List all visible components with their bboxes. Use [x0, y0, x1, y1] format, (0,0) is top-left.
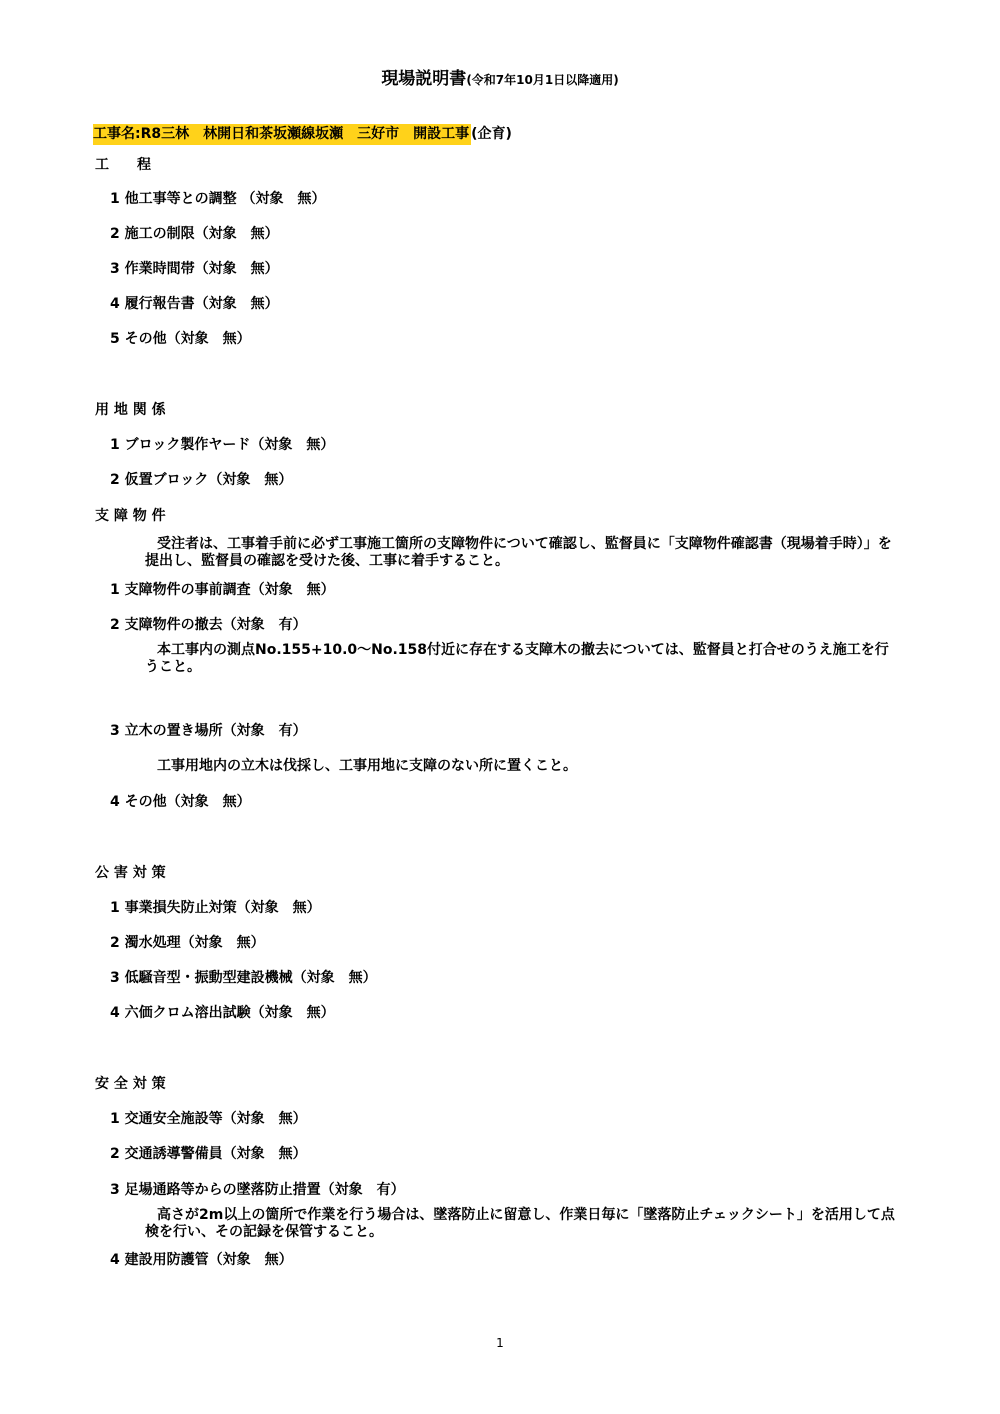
- list-item: 1 ブロック製作ヤード（対象 無）: [110, 437, 335, 453]
- list-item: 2 交通誘導警備員（対象 無）: [110, 1146, 307, 1162]
- list-item: 3 足場通路等からの墜落防止措置（対象 有）: [110, 1182, 405, 1198]
- shishou-note-3: 工事用地内の立木は伐採し、工事用地に支障のない所に置くこと。: [157, 758, 577, 774]
- section-heading-youchi: 用 地 関 係: [95, 402, 166, 418]
- list-item: 1 事業損失防止対策（対象 無）: [110, 900, 321, 916]
- list-item: 4 六価クロム溶出試験（対象 無）: [110, 1005, 335, 1021]
- title-sub: (令和7年10月1日以降適用): [466, 73, 619, 87]
- project-name: [93, 126, 512, 142]
- list-item: 3 立木の置き場所（対象 有）: [110, 723, 307, 739]
- list-item: 2 施工の制限（対象 無）: [110, 226, 279, 242]
- list-item: 3 低騒音型・振動型建設機械（対象 無）: [110, 970, 377, 986]
- list-item: 1 他工事等との調整 （対象 無）: [110, 191, 326, 207]
- section-heading-anzen: 安 全 対 策: [95, 1076, 166, 1092]
- section-heading-shishou: 支 障 物 件: [95, 508, 166, 524]
- list-item: 3 作業時間帯（対象 無）: [110, 261, 279, 277]
- list-item: 1 支障物件の事前調査（対象 無）: [110, 582, 335, 598]
- list-item: 4 履行報告書（対象 無）: [110, 296, 279, 312]
- list-item: 4 その他（対象 無）: [110, 794, 251, 810]
- anzen-note-3: 高さが2m以上の箇所で作業を行う場合は、墜落防止に留意し、作業日毎に「墜落防止チェックシート」を活用して点検を行い、その記録を保管すること。: [145, 1207, 895, 1240]
- title-main: 現場説明書: [381, 69, 467, 89]
- document-title: [0, 64, 1000, 89]
- shishou-note-2: 本工事内の測点No.155+10.0～No.158付近に存在する支障木の撤去については、監督員と打合せのうえ施工を行うこと。: [145, 642, 889, 675]
- project-name-suffix: (企育): [471, 126, 512, 142]
- project-name-highlight: 工事名:R8三林 林開日和茶坂瀬線坂瀬 三好市 開設工事: [93, 124, 471, 145]
- list-item: 2 支障物件の撤去（対象 有）: [110, 617, 307, 633]
- list-item: 2 仮置ブロック（対象 無）: [110, 472, 293, 488]
- list-item: 4 建設用防護管（対象 無）: [110, 1252, 293, 1268]
- list-item: 2 濁水処理（対象 無）: [110, 935, 265, 951]
- list-item: 5 その他（対象 無）: [110, 331, 251, 347]
- section-heading-kougai: 公 害 対 策: [95, 865, 166, 881]
- shishou-intro-paragraph: 受注者は、工事着手前に必ず工事施工箇所の支障物件について確認し、監督員に「支障物件確認書（現場着手時）」を提出し、監督員の確認を受けた後、工事に着手すること。: [145, 536, 892, 569]
- list-item: 1 交通安全施設等（対象 無）: [110, 1111, 307, 1127]
- section-heading-koutei: 工 程: [95, 157, 151, 173]
- page-number: 1: [496, 1336, 504, 1350]
